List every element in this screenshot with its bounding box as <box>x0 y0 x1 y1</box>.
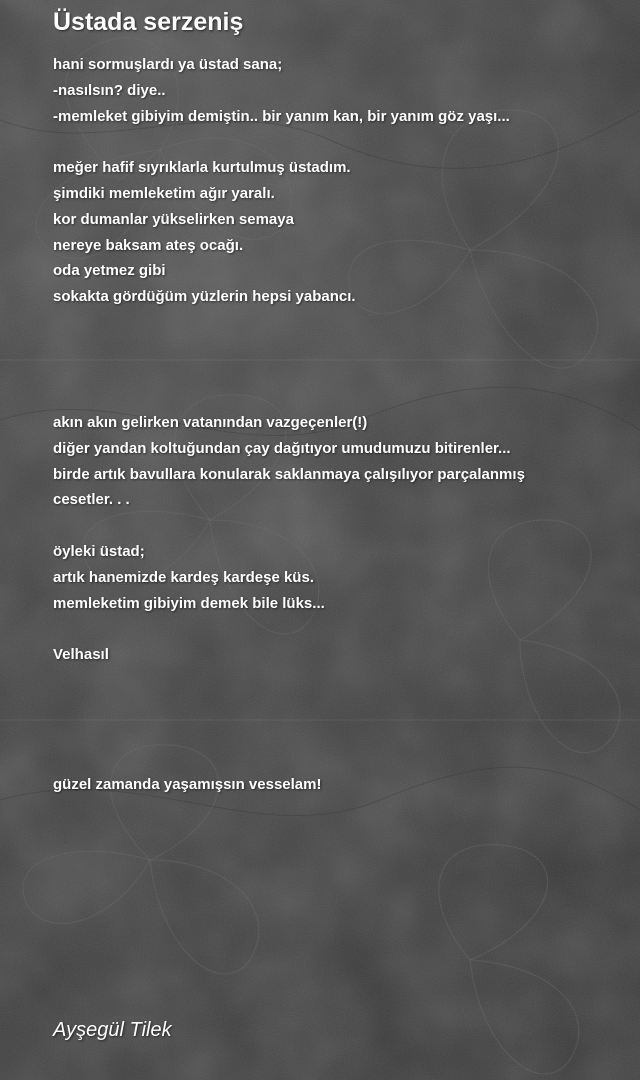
poem-line: kor dumanlar yükselirken semaya <box>53 210 294 228</box>
poem-line: Velhasıl <box>53 646 109 664</box>
poem-line: memleketim gibiyim demek bile lüks... <box>53 594 325 612</box>
poem-line: diğer yandan koltuğundan çay dağıtıyor umudumuzu bitirenler... <box>53 439 511 457</box>
poem-line: meğer hafif sıyrıklarla kurtulmuş üstadım. <box>53 159 351 177</box>
poem-line <box>53 129 613 155</box>
stanza-block-2 <box>53 410 613 668</box>
poem-line <box>53 616 613 642</box>
poem-title: Üstada serzeniş <box>53 8 244 36</box>
poem-line: öyleki üstad; <box>53 542 145 560</box>
poem-line: sokakta gördüğüm yüzlerin hepsi yabancı. <box>53 288 356 306</box>
poem-line: -memleket gibiyim demiştin.. bir yanım kan, bir yanım göz yaşı... <box>53 107 510 125</box>
poem-line: -nasılsın? diye.. <box>53 81 166 99</box>
poem-panel-2 <box>0 360 640 720</box>
poem-line: artık hanemizde kardeş kardeşe küs. <box>53 568 314 586</box>
poem-line: birde artık bavullara konularak saklanmaya çalışılıyor parçalanmış <box>53 465 525 483</box>
poem-line: nereye baksam ateş ocağı. <box>53 236 244 254</box>
poem-line: oda yetmez gibi <box>53 262 166 280</box>
poem-line: akın akın gelirken vatanından vazgeçenler(!) <box>53 414 368 431</box>
poem-line: cesetler. . . <box>53 491 130 509</box>
poem-line: güzel zamanda yaşamışsın vesselam! <box>53 776 322 793</box>
poem-author: Ayşegül Tilek <box>53 1019 172 1041</box>
stanza-block-3 <box>53 772 613 798</box>
poem-line: hani sormuşlardı ya üstad sana; <box>53 56 283 73</box>
poem-line: şimdiki memleketim ağır yaralı. <box>53 184 275 202</box>
poem-panel-1 <box>0 0 640 360</box>
stanza-block-1 <box>53 52 613 310</box>
poem-line <box>53 513 613 539</box>
